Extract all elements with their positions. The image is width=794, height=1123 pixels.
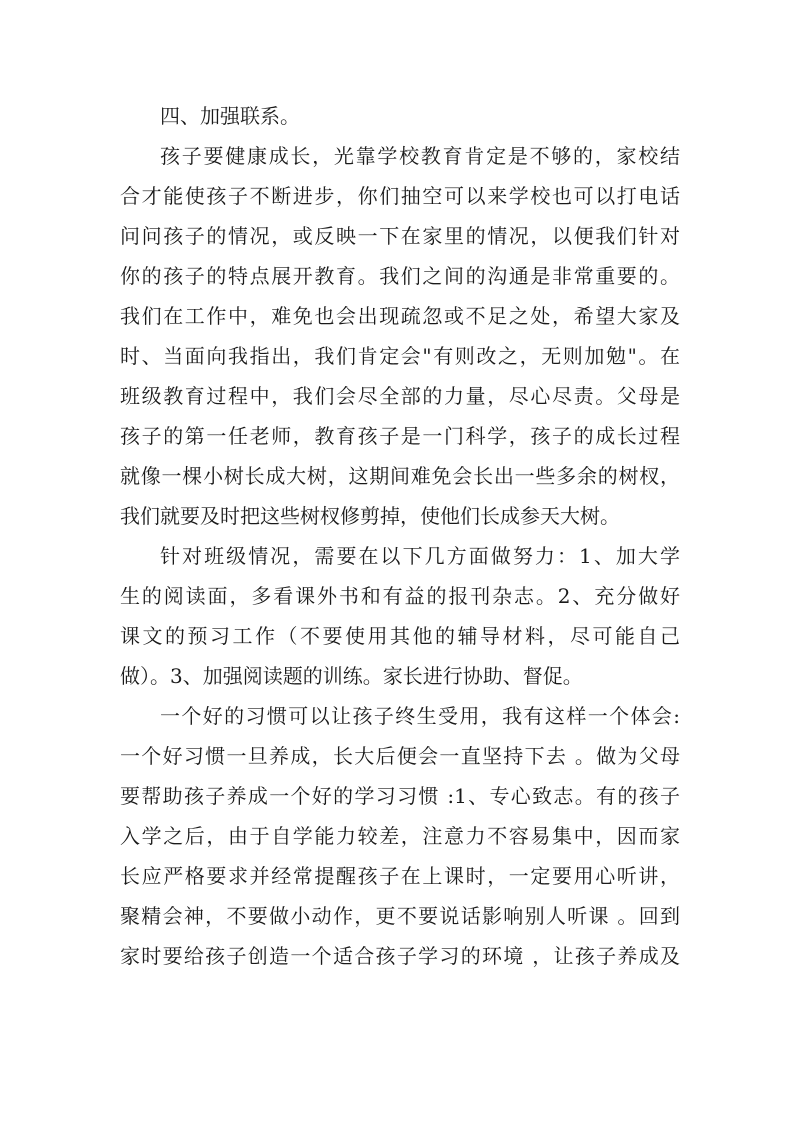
paragraph-line: 要帮助孩子养成一个好的学习习惯 :1、专心致志。有的孩子 bbox=[120, 784, 680, 808]
paragraph-line: 我们就要及时把这些树杈修剪掉，使他们长成参天大树。 bbox=[120, 504, 620, 528]
paragraph-2 bbox=[120, 536, 680, 696]
paragraph-line: 我们在工作中，难免也会出现疏忽或不足之处，希望大家及 bbox=[120, 304, 680, 328]
document-body bbox=[120, 96, 680, 976]
paragraph-line: 长应严格要求并经常提醒孩子在上课时，一定要用心听讲， bbox=[120, 864, 680, 888]
paragraph-line: 就像一棵小树长成大树，这期间难免会长出一些多余的树杈， bbox=[120, 464, 680, 488]
paragraph-line: 问问孩子的情况，或反映一下在家里的情况，以便我们针对 bbox=[120, 224, 680, 248]
paragraph-line: 一个好习惯一旦养成，长大后便会一直坚持下去 。做为父母 bbox=[120, 744, 680, 768]
paragraph-line: 班级教育过程中，我们会尽全部的力量，尽心尽责。父母是 bbox=[120, 384, 680, 408]
paragraph-1 bbox=[120, 136, 680, 536]
paragraph-line: 一个好的习惯可以让孩子终生受用，我有这样一个体会: bbox=[160, 704, 680, 728]
paragraph-line: 孩子要健康成长，光靠学校教育肯定是不够的，家校结 bbox=[160, 144, 680, 168]
paragraph-line: 合才能使孩子不断进步，你们抽空可以来学校也可以打电话 bbox=[120, 184, 680, 208]
paragraph-3 bbox=[120, 696, 680, 976]
paragraph-line: 入学之后，由于自学能力较差，注意力不容易集中，因而家 bbox=[120, 824, 680, 848]
section-heading: 四、加强联系。 bbox=[160, 104, 300, 128]
paragraph-line: 做）。3、加强阅读题的训练。家长进行协助、督促。 bbox=[120, 664, 583, 688]
paragraph-line: 聚精会神，不要做小动作，更不要说话影响别人听课 。回到 bbox=[120, 904, 680, 928]
paragraph-line: 孩子的第一任老师，教育孩子是一门科学，孩子的成长过程 bbox=[120, 424, 680, 448]
paragraph-line: 时、当面向我指出，我们肯定会"有则改之，无则加勉"。在 bbox=[120, 344, 680, 368]
paragraph-line: 你的孩子的特点展开教育。我们之间的沟通是非常重要的。 bbox=[120, 264, 680, 288]
paragraph-line: 生的阅读面，多看课外书和有益的报刊杂志。2、充分做好 bbox=[120, 584, 680, 608]
paragraph-line: 家时要给孩子创造一个适合孩子学习的环境 ，让孩子养成及 bbox=[120, 944, 680, 968]
paragraph-line: 课文的预习工作（不要使用其他的辅导材料，尽可能自己 bbox=[120, 624, 680, 648]
paragraph-line: 针对班级情况，需要在以下几方面做努力：1、加大学 bbox=[160, 544, 680, 568]
